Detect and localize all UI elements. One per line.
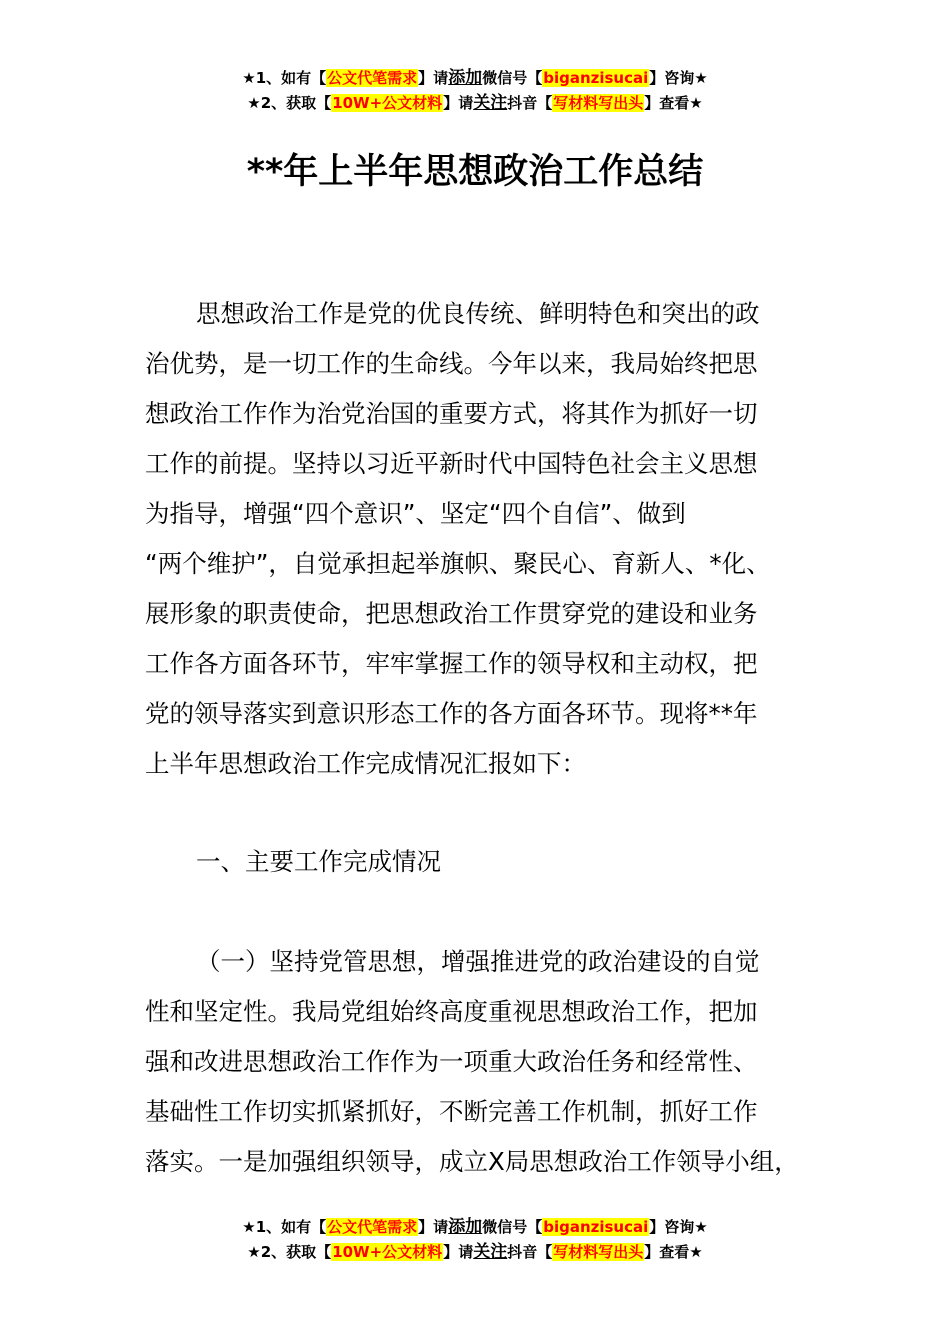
promo-text: 】请: [418, 1218, 449, 1236]
promo-highlight-wechat: biganzisucai: [543, 1218, 649, 1236]
document-title: **年上半年思想政治工作总结: [246, 152, 704, 192]
promo-text: ★2、获取【: [247, 1243, 332, 1261]
promo-text: 】请: [443, 1243, 474, 1261]
promo-emphasis: 添加: [448, 1217, 483, 1237]
promo-highlight-douyin: 写材料写出头: [553, 94, 644, 112]
promo-line-1: [0, 66, 950, 91]
promo-highlight: 公文代笔需求: [327, 1218, 418, 1236]
section-heading-text: 一、主要工作完成情况: [196, 847, 441, 876]
promo-highlight: 10W+公文材料: [332, 94, 443, 112]
promo-emphasis: 关注: [473, 93, 508, 113]
paragraph-line: 性和坚定性。我局党组始终高度重视思想政治工作，把加: [145, 997, 758, 1026]
paragraph-line: 为指导，增强“四个意识”、坚定“四个自信”、做到: [145, 499, 686, 528]
promo-text: 】咨询★: [649, 69, 708, 87]
promo-highlight: 公文代笔需求: [327, 69, 418, 87]
promo-text: 抖音【: [507, 94, 553, 112]
paragraph-line: 工作各方面各环节，牢牢掌握工作的领导权和主动权，把: [145, 649, 758, 678]
promo-line-2: [0, 1240, 950, 1265]
promo-text: ★1、如有【: [242, 69, 327, 87]
promo-text: 】咨询★: [649, 1218, 708, 1236]
paragraph-line: 想政治工作作为治党治国的重要方式，将其作为抓好一切: [145, 399, 758, 428]
bottom-promo-banner: [0, 1215, 950, 1265]
paragraph-line: 思想政治工作是党的优良传统、鲜明特色和突出的政: [196, 299, 760, 328]
paragraph-line: 落实。一是加强组织领导，成立X局思想政治工作领导小组，: [145, 1147, 799, 1176]
paragraph-line: 基础性工作切实抓紧抓好，不断完善工作机制，抓好工作: [145, 1097, 758, 1126]
promo-highlight-wechat: biganzisucai: [543, 69, 649, 87]
promo-highlight-douyin: 写材料写出头: [553, 1243, 644, 1261]
paragraph-line: 上半年思想政治工作完成情况汇报如下：: [145, 749, 586, 778]
paragraph-line: 工作的前提。坚持以习近平新时代中国特色社会主义思想: [145, 449, 758, 478]
promo-text: 】查看★: [644, 94, 703, 112]
promo-text: ★1、如有【: [242, 1218, 327, 1236]
paragraph-line: 党的领导落实到意识形态工作的各方面各环节。现将**年: [145, 699, 758, 728]
promo-line-1: [0, 1215, 950, 1240]
paragraph-line: 强和改进思想政治工作作为一项重大政治任务和经常性、: [145, 1047, 758, 1076]
promo-text: 】请: [418, 69, 449, 87]
section-heading: [145, 837, 810, 887]
intro-paragraph: [145, 289, 810, 789]
promo-text: 微信号【: [482, 1218, 543, 1236]
promo-emphasis: 关注: [473, 1242, 508, 1262]
promo-text: ★2、获取【: [247, 94, 332, 112]
promo-text: 抖音【: [507, 1243, 553, 1261]
paragraph-line: 治优势，是一切工作的生命线。今年以来，我局始终把思: [145, 349, 758, 378]
promo-text: 】请: [443, 94, 474, 112]
top-promo-banner: [0, 66, 950, 116]
promo-line-2: [0, 91, 950, 116]
promo-emphasis: 添加: [448, 68, 483, 88]
paragraph-line: （一）坚持党管思想，增强推进党的政治建设的自觉: [196, 947, 760, 976]
paragraph-line: “两个维护”，自觉承担起举旗帜、聚民心、育新人、*化、: [145, 549, 771, 578]
promo-text: 】查看★: [644, 1243, 703, 1261]
promo-highlight: 10W+公文材料: [332, 1243, 443, 1261]
promo-text: 微信号【: [482, 69, 543, 87]
paragraph-line: 展形象的职责使命，把思想政治工作贯穿党的建设和业务: [145, 599, 758, 628]
section-paragraph: [145, 937, 810, 1187]
